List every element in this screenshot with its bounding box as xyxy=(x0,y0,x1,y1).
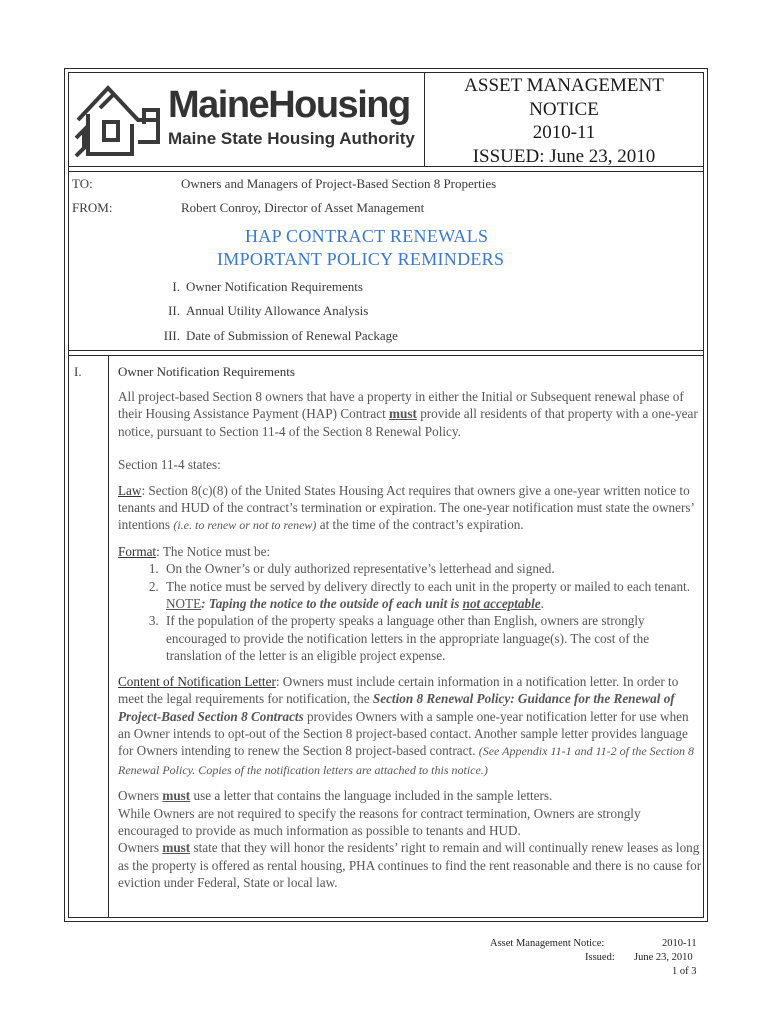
header-bottom-rule-2 xyxy=(68,171,704,172)
format-item-2: 2. The notice must be served by delivery directly to each unit in the property or mailed to each tenant. NOTE: Taping the notice to the outside of each unit is not acceptable. xyxy=(162,578,703,613)
section-top-rule xyxy=(68,350,704,351)
footer-page-number: 1 of 3 xyxy=(672,966,697,977)
notice-line1: ASSET MANAGEMENT xyxy=(464,75,664,96)
notice-title-block xyxy=(428,74,700,168)
logo-subtitle: Maine State Housing Authority xyxy=(168,129,415,148)
notice-number: 2010-11 xyxy=(532,122,596,143)
paragraph-format: Format: The Notice must be: xyxy=(118,543,271,559)
toc-item-1: Owner Notification Requirements xyxy=(186,279,363,294)
format-item-3: 3. If the population of the property speaks a language other than English, owners are strongly encouraged to provide the notification letters in the appropriate language(s). The cost of the translation of the letter is an eligible project expense. xyxy=(162,612,703,664)
paragraph-law: Law: Section 8(c)(8) of the United States Housing Act requires that owners give a one-year written notice to tenants and HUD of the contract’s termination or expiration. The one-year notification must state the owners’ intentions (i.e. to renew or not to renew) at the time of the contract’s expiration. xyxy=(118,482,694,533)
section-number-column-rule xyxy=(108,355,109,918)
heading-line2: IMPORTANT POLICY REMINDERS xyxy=(217,249,505,269)
footer-notice-value: 2010-11 xyxy=(662,938,697,949)
house-logo-icon xyxy=(74,80,164,160)
section-top-rule-2 xyxy=(68,355,704,356)
to-label: TO: xyxy=(72,176,93,191)
paragraph-states: Section 11-4 states: xyxy=(118,457,221,473)
paragraph-owners: Owners must use a letter that contains the language included in the sample letters. While Owners are not required to specify the reasons for contract termination, Owners are strongly encouraged to provide as much information as possible to tenants and HUD. Owners must state that they will honor the residents’ right to remain and will continually renew leases as long as the property is offered as rental housing, PHA continues to find the rent reasonable and there is no cause for eviction under Federal, State or local law. xyxy=(118,788,702,891)
heading-line1: HAP CONTRACT RENEWALS xyxy=(245,226,489,246)
to-value: Owners and Managers of Project-Based Section 8 Properties xyxy=(181,176,497,191)
section-number: I. xyxy=(74,364,82,379)
paragraph-content: Content of Notification Letter: Owners must include certain information in a notification letter. In order to meet the legal requirements for notification, the Section 8 Renewal Policy: Guidance for the Renewal of Project-Based Section 8 Contracts provides Owners with a sample one-year notification letter for use when an Owner intends to opt-out of the Section 8 project-based contact. Another sample letter provides language for Owners intending to renew the Section 8 project-based contract. (See Appendix 11-1 and 11-2 of the Section 8 Renewal Policy. Copies of the notification letters are attached to this notice.) xyxy=(118,673,694,777)
footer-notice-label: Asset Management Notice: xyxy=(490,938,605,949)
from-value: Robert Conroy, Director of Asset Management xyxy=(181,200,425,215)
section-title: Owner Notification Requirements xyxy=(118,364,295,379)
notice-issued: ISSUED: June 23, 2010 xyxy=(472,145,656,167)
toc-num-1: I. xyxy=(172,279,180,294)
paragraph-intro: All project-based Section 8 owners that have a property in either the Initial or Subsequent renewal phase of their Housing Assistance Payment (HAP) Contract must provide all residents of that property with a one-year notice, pursuant to Section 11-4 of the Section 8 Renewal Policy. xyxy=(118,389,698,439)
format-item-1: 1. On the Owner’s or duly authorized representative’s letterhead and signed. xyxy=(162,560,703,577)
toc-item-2: Annual Utility Allowance Analysis xyxy=(186,303,369,318)
header-divider xyxy=(424,72,425,167)
toc-item-3: Date of Submission of Renewal Package xyxy=(186,328,398,343)
footer-issued-value: June 23, 2010 xyxy=(634,952,693,963)
toc-num-2: II. xyxy=(168,303,180,318)
format-list xyxy=(118,560,703,664)
logo-wordmark: MaineHousing xyxy=(168,84,410,126)
footer-issued-label: Issued: xyxy=(585,952,615,963)
section-body xyxy=(118,388,703,892)
notice-line2: NOTICE xyxy=(529,98,599,120)
from-label: FROM: xyxy=(72,200,113,215)
toc-num-3: III. xyxy=(163,328,180,343)
